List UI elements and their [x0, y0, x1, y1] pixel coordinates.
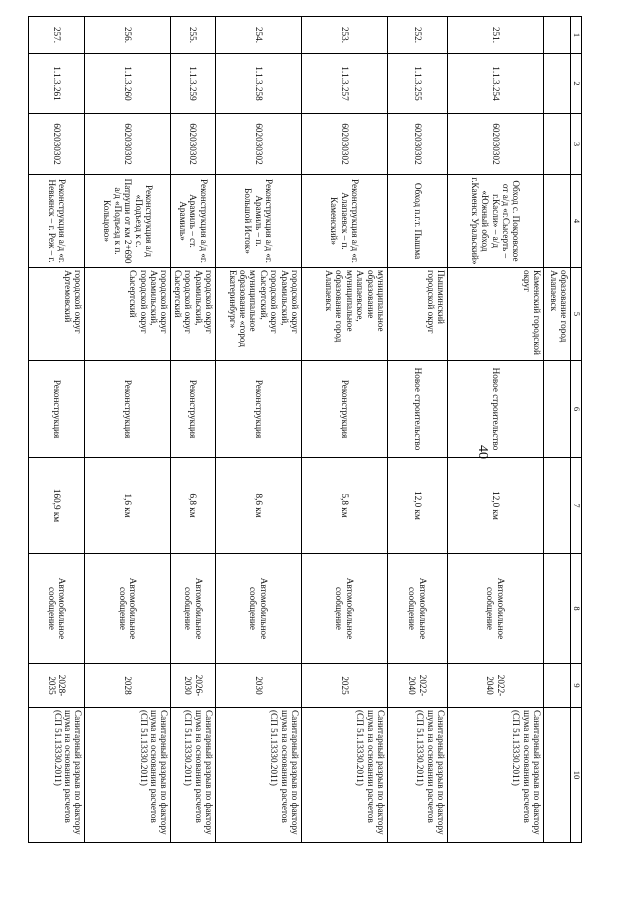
- column-header-7: 7: [571, 458, 582, 554]
- cell-purpose: Автомобильное сообщение: [171, 554, 216, 664]
- cell: [544, 54, 571, 114]
- column-header-8: 8: [571, 554, 582, 664]
- cell: [544, 17, 571, 54]
- cell-number: 257.: [29, 17, 85, 54]
- table-row: [171, 17, 216, 843]
- cell-purpose: Автомобильное сообщение: [388, 554, 448, 664]
- cell-type: Реконструкция: [216, 361, 302, 458]
- cell-municipality: городской округ Арамильский, городской округ Сысертский, муниципальное образование «город Екатеринбург»: [216, 268, 302, 361]
- cell: [544, 664, 571, 708]
- column-header-5: 5: [571, 268, 582, 361]
- cell-purpose: Автомобильное сообщение: [448, 554, 544, 664]
- cell-code: 1.1.3.257: [302, 54, 388, 114]
- cell-purpose: Автомобильное сообщение: [216, 554, 302, 664]
- cell: [544, 175, 571, 268]
- cell-code: 1.1.3.259: [171, 54, 216, 114]
- cell-oktmo: 602030302: [302, 114, 388, 175]
- cell-length: 8,6 км: [216, 458, 302, 554]
- table-row: [216, 17, 302, 843]
- cell-code: 1.1.3.258: [216, 54, 302, 114]
- cell: [544, 708, 571, 843]
- cell-note: Санитарный разрыв по фактору шума на основании расчетов (СП 51.13330.2011): [29, 708, 85, 843]
- cell-purpose: Автомобильное сообщение: [85, 554, 171, 664]
- cell-code: 1.1.3.254: [448, 54, 544, 114]
- table-row: [302, 17, 388, 843]
- cell-period: 2022-2040: [448, 664, 544, 708]
- cell-municipality: городской округ Арамильский, городской округ Сысертский: [85, 268, 171, 361]
- column-header-9: 9: [571, 664, 582, 708]
- cell-municipality: образование город Алапаевск: [544, 268, 571, 361]
- column-header-10: 10: [571, 708, 582, 843]
- cell-length: 12,0 км: [448, 458, 544, 554]
- continuation-row: [544, 17, 571, 843]
- objects-table: [28, 16, 582, 843]
- cell-length: 5,8 км: [302, 458, 388, 554]
- cell-period: 2030: [216, 664, 302, 708]
- cell-number: 251.: [448, 17, 544, 54]
- cell-number: 255.: [171, 17, 216, 54]
- header-row: [571, 17, 582, 843]
- cell-municipality: муниципальное образование Алапаевское, муниципальное образование город Алапаевск: [302, 268, 388, 361]
- cell: [544, 114, 571, 175]
- table-row: [29, 17, 85, 843]
- column-header-3: 3: [571, 114, 582, 175]
- cell-length: 6,8 км: [171, 458, 216, 554]
- cell-note: Санитарный разрыв по фактору шума на основании расчетов (СП 51.13330.2011): [85, 708, 171, 843]
- cell-name: Реконструкция а/д «Подъезд к с. Патруши от км 2+690 а/д «Подъезд к п. Кольцово»: [85, 175, 171, 268]
- cell-length: 12,0 км: [388, 458, 448, 554]
- cell-period: 2028: [85, 664, 171, 708]
- cell-municipality: городской округ Арамильский, городской округ Сысертский: [171, 268, 216, 361]
- cell: [544, 361, 571, 458]
- cell-oktmo: 602030302: [216, 114, 302, 175]
- cell-note: Санитарный разрыв по фактору шума на основании расчетов (СП 51.13330.2011): [302, 708, 388, 843]
- table-row: [85, 17, 171, 843]
- cell-municipality: Пышминский городской округ: [388, 268, 448, 361]
- cell-number: 254.: [216, 17, 302, 54]
- cell-oktmo: 602030302: [29, 114, 85, 175]
- cell-type: Реконструкция: [85, 361, 171, 458]
- cell-code: 1.1.3.261: [29, 54, 85, 114]
- cell-name: Реконструкция а/д «г. Арамиль – ст. Арамиль»: [171, 175, 216, 268]
- cell-number: 256.: [85, 17, 171, 54]
- cell-type: Реконструкция: [302, 361, 388, 458]
- cell-name: Реконструкция а/д «г. Арамиль – п. Большой Исток»: [216, 175, 302, 268]
- cell-oktmo: 602030302: [85, 114, 171, 175]
- cell-name: Реконструкция а/д «г. Невьянск – г. Реж – г.: [29, 175, 85, 268]
- cell-municipality: городской округ Артемовский: [29, 268, 85, 361]
- cell-name: Обход с. Покровское от а/д «г.Сысерть – г.Касли» – а/д «Южный обход г.Каменск Уральский»: [448, 175, 544, 268]
- table-row: [448, 17, 544, 843]
- cell-note: Санитарный разрыв по фактору шума на основании расчетов (СП 51.13330.2011): [171, 708, 216, 843]
- column-header-2: 2: [571, 54, 582, 114]
- cell-number: 253.: [302, 17, 388, 54]
- cell: [544, 458, 571, 554]
- cell-period: 2028-2035: [29, 664, 85, 708]
- cell-type: Реконструкция: [29, 361, 85, 458]
- cell-code: 1.1.3.260: [85, 54, 171, 114]
- column-header-6: 6: [571, 361, 582, 458]
- cell-period: 2022-2040: [388, 664, 448, 708]
- cell-type: Новое строительство: [388, 361, 448, 458]
- table-row: [388, 17, 448, 843]
- cell-purpose: Автомобильное сообщение: [29, 554, 85, 664]
- cell-period: 2025: [302, 664, 388, 708]
- cell-period: 2026-2030: [171, 664, 216, 708]
- cell-type: Реконструкция: [171, 361, 216, 458]
- cell-note: Санитарный разрыв по фактору шума на основании расчетов (СП 51.13330.2011): [216, 708, 302, 843]
- page-number: 40: [475, 445, 490, 459]
- table-container: [46, 16, 582, 842]
- cell-name: Обход п.г.т. Пышма: [388, 175, 448, 268]
- cell-municipality: Каменский городской округ: [448, 268, 544, 361]
- column-header-4: 4: [571, 175, 582, 268]
- cell-number: 252.: [388, 17, 448, 54]
- cell-code: 1.1.3.255: [388, 54, 448, 114]
- cell-type: Новое строительство: [448, 361, 544, 458]
- cell-name: Реконструкция а/д «г. Алапаевск – п. Каменский»: [302, 175, 388, 268]
- column-header-1: 1: [571, 17, 582, 54]
- cell-note: Санитарный разрыв по фактору шума на основании расчетов (СП 51.13330.2011): [388, 708, 448, 843]
- cell-oktmo: 602030302: [448, 114, 544, 175]
- cell: [544, 554, 571, 664]
- cell-length: 1,6 км: [85, 458, 171, 554]
- cell-length: 160,9 км: [29, 458, 85, 554]
- cell-purpose: Автомобильное сообщение: [302, 554, 388, 664]
- cell-oktmo: 602030302: [171, 114, 216, 175]
- cell-oktmo: 602030302: [388, 114, 448, 175]
- cell-note: Санитарный разрыв по фактору шума на основании расчетов (СП 51.13330.2011): [448, 708, 544, 843]
